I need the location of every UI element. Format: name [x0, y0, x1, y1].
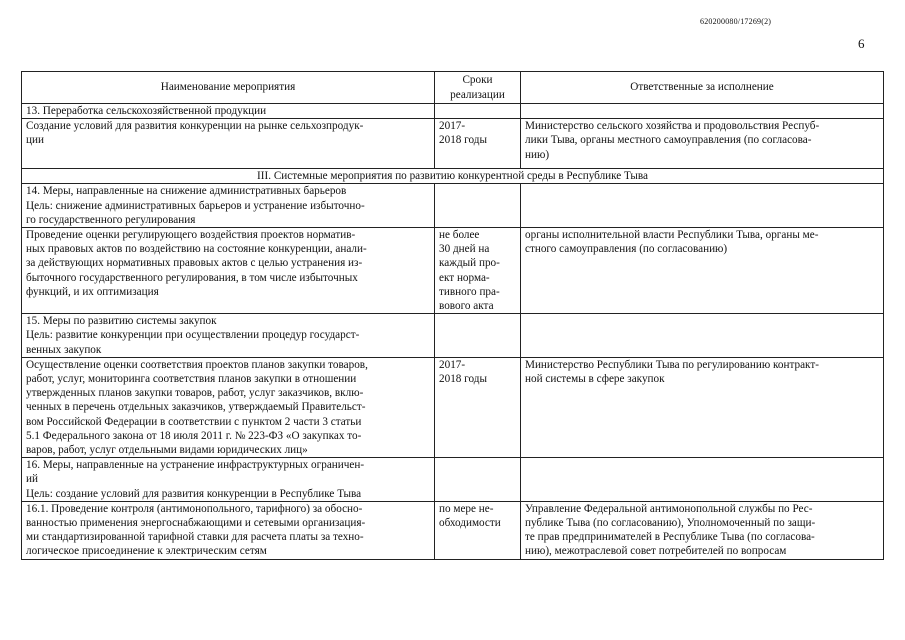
measure-name-cell: 15. Меры по развитию системы закупок Цель: развитие конкуренции при осуществлении процедур государст- венных закупок: [22, 314, 435, 358]
section-row: [22, 169, 884, 184]
measures-table: [21, 71, 884, 560]
header-term: Сроки реализации: [435, 72, 521, 104]
responsible-cell: Министерство сельского хозяйства и продовольствия Респуб- лики Тыва, органы местного самоуправления (по согласова- нию): [521, 119, 884, 169]
measure-name-cell: 16.1. Проведение контроля (антимонопольного, тарифного) за обосно- ванностью применения энергоснабжающими и сетевыми организация- ми стандартизированной тарифной ставки для расчета платы за техно- логическое присоединение к электрическим сетям: [22, 501, 435, 559]
page-number: 6: [858, 36, 865, 51]
table-row: [22, 104, 884, 119]
table-row: [22, 119, 884, 169]
section-heading: III. Системные мероприятия по развитию конкурентной среды в Республике Тыва: [22, 169, 884, 184]
term-cell: не более 30 дней на каждый про- ект норма- тивного пра- вового акта: [435, 228, 521, 314]
responsible-cell: Управление Федеральной антимонопольной службы по Рес- публике Тыва (по согласованию), Уполномоченный по защи- те прав предпринимателей в Республике Тыва (по согласова- нию), межотраслевой совет потребителей по вопросам: [521, 501, 884, 559]
responsible-cell: [521, 458, 884, 502]
responsible-cell: Министерство Республики Тыва по регулированию контракт- ной системы в сфере закупок: [521, 357, 884, 457]
measure-name-cell: Проведение оценки регулирующего воздействия проектов норматив- ных правовых актов по воздействию на состояние конкуренции, анали- за действующих нормативных правовых актов с целью устранения из- быточного государственного регулирования, в том числе избыточных функций, и их оптимизация: [22, 228, 435, 314]
term-cell: 2017- 2018 годы: [435, 119, 521, 169]
term-cell: [435, 458, 521, 502]
responsible-cell: [521, 184, 884, 228]
table-header-row: [22, 72, 884, 104]
term-cell: [435, 104, 521, 119]
table-row: [22, 357, 884, 457]
document-id: 620200080/17269(2): [700, 17, 772, 26]
measure-name-cell: Осуществление оценки соответствия проектов планов закупки товаров, работ, услуг, мониторинга соответствия планов закупки в отношении утвержденных планов закупки товаров, работ, услуг заказчиков, вклю- ченных в перечень отдельных заказчиков, утверждаемый Правительст- вом Российской Федерации в соответствии с пунктом 2 части 3 статьи 5.1 Федерального закона от 18 июля 2011 г. № 223-ФЗ «О закупках то- варов, работ, услуг отдельными видами юридических лиц»: [22, 357, 435, 457]
table-row: [22, 458, 884, 502]
term-cell: по мере не- обходимости: [435, 501, 521, 559]
responsible-cell: [521, 314, 884, 358]
measure-name-cell: 16. Меры, направленные на устранение инфраструктурных ограничен- ий Цель: создание условий для развития конкуренции в Республике Тыва: [22, 458, 435, 502]
header-measure-name: Наименование мероприятия: [22, 72, 435, 104]
responsible-cell: органы исполнительной власти Республики Тыва, органы ме- стного самоуправления (по согласованию): [521, 228, 884, 314]
responsible-cell: [521, 104, 884, 119]
measure-name-cell: Создание условий для развития конкуренции на рынке сельхозпродук- ции: [22, 119, 435, 169]
table-row: [22, 184, 884, 228]
term-cell: [435, 314, 521, 358]
header-responsible: Ответственные за исполнение: [521, 72, 884, 104]
table-row: [22, 501, 884, 559]
table-row: [22, 314, 884, 358]
term-cell: 2017- 2018 годы: [435, 357, 521, 457]
table-row: [22, 228, 884, 314]
measure-name-cell: 14. Меры, направленные на снижение административных барьеров Цель: снижение административных барьеров и устранение избыточно- го государственного регулирования: [22, 184, 435, 228]
measure-name-cell: 13. Переработка сельскохозяйственной продукции: [22, 104, 435, 119]
term-cell: [435, 184, 521, 228]
